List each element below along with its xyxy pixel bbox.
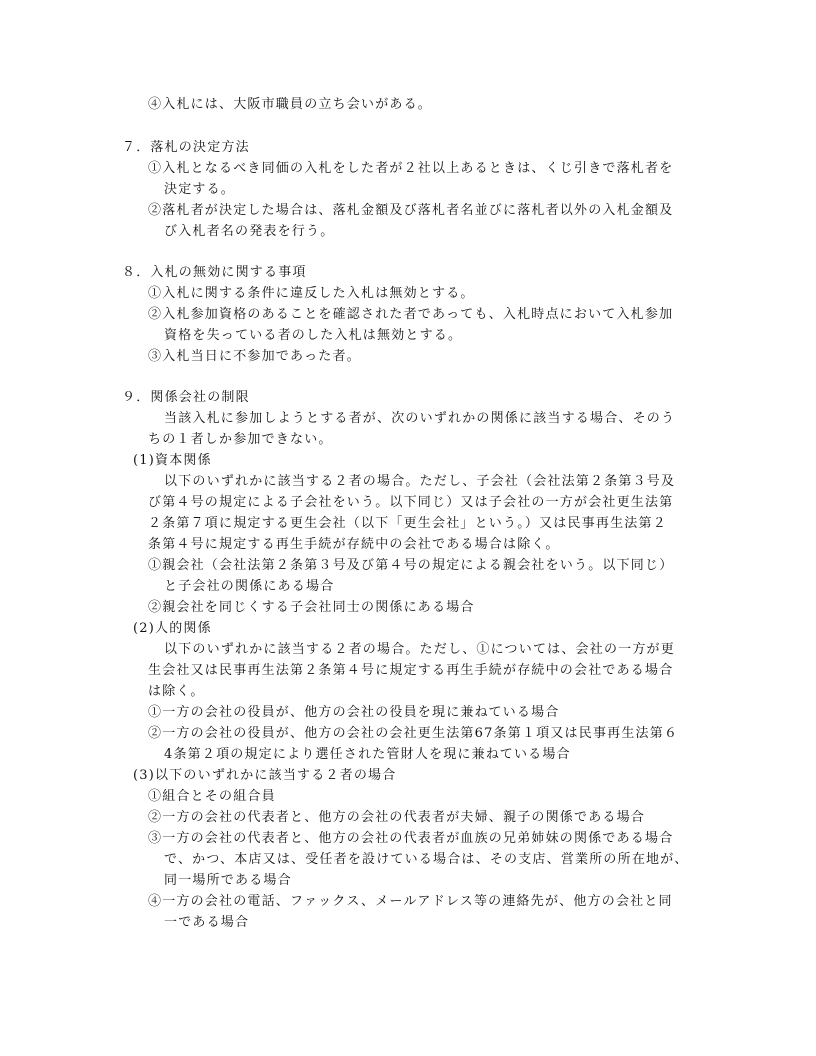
- section-heading-7: ７．落札の決定方法: [122, 140, 250, 155]
- text-line: ②一方の会社の代表者と、他方の会社の代表者が夫婦、親子の関係である場合: [148, 810, 646, 825]
- text-line: 以下のいずれかに該当する２者の場合。ただし、①については、会社の一方が更: [164, 642, 675, 657]
- text-line: ①親会社（会社法第２条第３号及び第４号の規定による親会社をいう。以下同じ）: [148, 558, 674, 573]
- text-line: 一である場合: [164, 915, 250, 930]
- section-heading-8: ８．入札の無効に関する事項: [122, 265, 307, 280]
- text-line: び入札者名の発表を行う。: [164, 224, 335, 239]
- text-line: 以下のいずれかに該当する２者の場合。ただし、子会社（会社法第２条第３号及: [164, 474, 676, 489]
- text-line: 条第４号に規定する再生手続が存続中の会社である場合は除く。: [148, 537, 560, 552]
- text-line: は除く。: [148, 684, 205, 699]
- text-line: ④入札には、大阪市職員の立ち会いがある。: [148, 97, 433, 112]
- text-line: 決定する。: [164, 182, 236, 197]
- text-line: ②親会社を同じくする子会社同士の関係にある場合: [148, 600, 475, 615]
- text-line: 同一場所である場合: [164, 873, 292, 888]
- text-line: ちの１者しか参加できない。: [148, 432, 333, 447]
- text-line: 資格を失っている者のした入札は無効とする。: [164, 328, 463, 343]
- text-line: ①組合とその組合員: [148, 789, 276, 804]
- text-line: ①一方の会社の役員が、他方の会社の役員を現に兼ねている場合: [148, 705, 560, 720]
- text-line: ②落札者が決定した場合は、落札金額及び落札者名並びに落札者以外の入札金額及: [148, 203, 674, 218]
- text-line: 当該入札に参加しようとする者が、次のいずれかの関係に該当する場合、そのう: [164, 411, 676, 426]
- text-line: で、かつ、本店又は、受任者を設けている場合は、その支店、営業所の所在地が、: [164, 852, 689, 867]
- text-line: ①入札に関する条件に違反した入札は無効とする。: [148, 286, 475, 301]
- text-line: ②入札参加資格のあることを確認された者であっても、入札時点において入札参加: [148, 307, 674, 322]
- section-heading-9: ９．関係会社の制限: [122, 390, 250, 405]
- text-line: ③入札当日に不参加であった者。: [148, 349, 361, 364]
- text-line: ③一方の会社の代表者と、他方の会社の代表者が血族の兄弟姉妹の関係である場合: [148, 831, 674, 846]
- text-line: ②一方の会社の役員が、他方の会社の会社更生法第67条第１項又は民事再生法第６: [148, 726, 679, 741]
- subsection-heading-3: (3)以下のいずれかに該当する２者の場合: [133, 768, 397, 783]
- text-line: び第４号の規定による子会社をいう。以下同じ）又は子会社の一方が会社更生法第: [148, 495, 674, 510]
- text-line: ④一方の会社の電話、ファックス、メールアドレス等の連絡先が、他方の会社と同: [148, 894, 673, 909]
- text-line: ①入札となるべき同価の入札をした者が２社以上あるときは、くじ引きで落札者を: [148, 161, 674, 176]
- text-line: と子会社の関係にある場合: [164, 579, 335, 594]
- text-line: 生会社又は民事再生法第２条第４号に規定する再生手続が存続中の会社である場合: [148, 663, 674, 678]
- text-line: 4条第２項の規定により選任された管財人を現に兼ねている場合: [164, 747, 571, 762]
- text-line: ２条第７項に規定する更生会社（以下「更生会社」という。）又は民事再生法第２: [148, 516, 667, 531]
- subsection-heading-1: (1)資本関係: [133, 453, 212, 468]
- subsection-heading-2: (2)人的関係: [133, 621, 212, 636]
